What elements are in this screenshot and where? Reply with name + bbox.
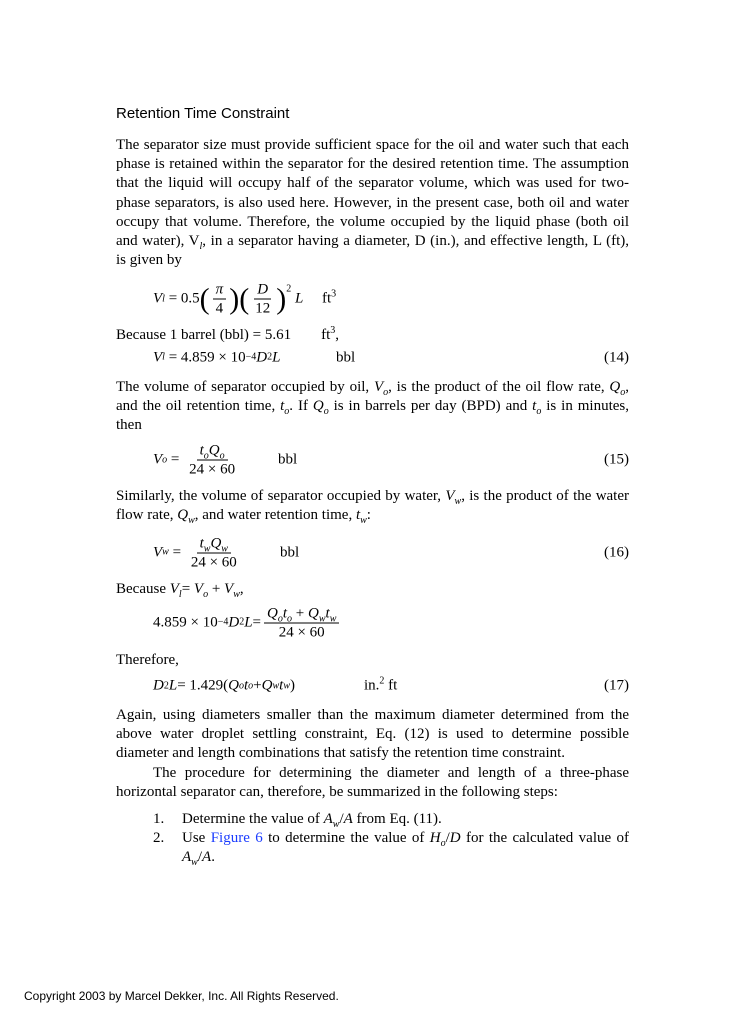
figure-6-link[interactable]: Figure 6 [210, 830, 263, 847]
equation-number-17: (17) [604, 677, 629, 694]
list-item: 2. Use Figure 6 to determine the value of $H_o/D$ for the calculated value of $A_w/A$. [153, 830, 629, 869]
equation-number-15: (15) [604, 451, 629, 468]
page-content [116, 104, 629, 868]
paragraph-separator-size: The separator size must provide sufficient space for the oil and water such that each phase is retained within the separator for the desired retention time. The assumption that the liquid will occupy half of the separator volume, which was used for two-phase separators, is also used here. However, in the present case, both oil and water occupy that volume. Therefore, the volume occupied by the liquid phase (both oil and water), $V_l$, in a separator having a diameter, D (in.), and effective length, L (ft), is given by [116, 137, 630, 269]
paragraph-again: Again, using diameters smaller than the maximum diameter determined from the above water droplet settling constraint, Eq. (12) is used to determine possible diameter and length combinations that satisfy the retention time constraint. [116, 707, 629, 762]
paragraph-procedure: The procedure for determining the diameter and length of a three-phase horizontal separator can, therefore, be summarized in the following steps: [116, 764, 629, 800]
paragraph-barrel-conversion: Because 1 barrel (bbl) = 5.61 $ft^3$, [116, 325, 339, 344]
paragraph-water-volume: Similarly, the volume of separator occupied by water, $V_w$, is the product of the water flow rate, $Q_w$, and water retention time, $t_w$: [116, 488, 630, 527]
paragraph-oil-volume: The volume of separator occupied by oil, $V_o$, is the product of the oil flow rate, $Q_o$, and the oil retention time, $t_o$. If $Q_o$ is in barrels per day (BPD) and $t_o$ is in minutes, then [116, 378, 630, 434]
equation-14: V l = 4.859 × 10 −4 D 2 L bbl (14) [153, 349, 629, 366]
equation-combined: 4.859 × 10 −4 D 2 L = $\frac{Q_ot_o + Q_wt_w}{24 \times 60}$ [116, 599, 629, 647]
steps-list [116, 810, 629, 868]
paragraph-because-sum: Because $V_l= V_o + V_w$, [116, 580, 244, 600]
equation-15: V o = $\frac{t_oQ_o}{24 \times 60}$ bbl (15) [153, 442, 629, 478]
section-title: Retention Time Constraint [116, 105, 290, 122]
equation-17: D 2 L = 1.429( Q o t o + Q w t w ) in.$^2$ ft (17) [153, 675, 629, 694]
equation-number-14: (14) [604, 349, 629, 366]
equation-liquid-volume: V l = 0.5 ( $\frac{\pi}{4}$ ) ( $\frac{D}{12}$ ) $^2$ L $ft^3$ [153, 281, 337, 317]
equation-number-16: (16) [604, 544, 629, 561]
paragraph-therefore: Therefore, [116, 651, 179, 668]
equation-16: V w = $\frac{t_wQ_w}{24 \times 60}$ bbl (16) [153, 535, 629, 571]
copyright-footer: Copyright 2003 by Marcel Dekker, Inc. All Rights Reserved. [24, 989, 339, 1003]
list-item: 1. Determine the value of $A_w/A$ from Eq. (11). [153, 811, 442, 831]
